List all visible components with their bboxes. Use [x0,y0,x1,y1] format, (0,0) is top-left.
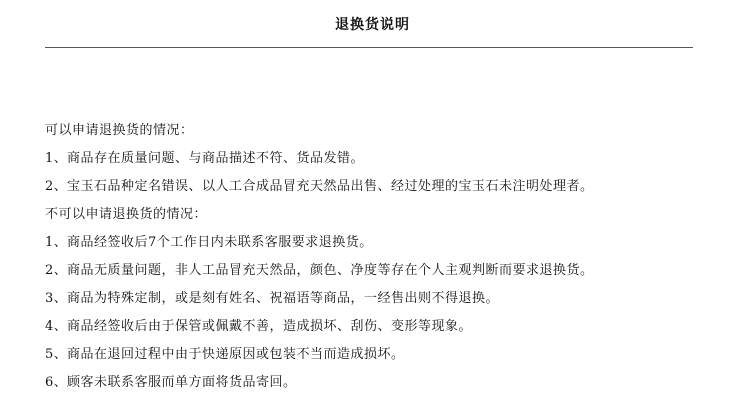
item-number: 1、 [45,151,68,166]
item-number: 2、 [45,179,68,194]
not-allowed-item [45,344,735,372]
policy-content [45,120,735,400]
item-text: 商品无质量问题，非人工品冒充天然品，颜色、净度等存在个人主观判断而要求退换货。 [67,263,594,278]
item-text: 顾客未联系客服而单方面将货品寄回。 [67,375,297,390]
not-allowed-item [45,372,735,400]
title-divider [45,47,693,48]
not-allowed-heading: 不可以申请退换货的情况： [45,207,208,222]
not-allowed-item [45,232,735,260]
item-number: 5、 [45,347,68,362]
not-allowed-item [45,288,735,316]
allowed-item [45,148,735,176]
item-text: 商品经签收后由于保管或佩戴不善，造成损坏、刮伤、变形等现象。 [67,319,473,334]
item-number: 6、 [45,375,68,390]
item-number: 2、 [45,263,68,278]
allowed-item [45,176,735,204]
not-allowed-item [45,316,735,344]
item-text: 商品为特殊定制，或是刻有姓名、祝福语等商品，一经售出则不得退换。 [67,291,500,306]
item-text: 商品在退回过程中由于快递原因或包装不当而造成损坏。 [67,347,405,362]
item-text: 商品存在质量问题、与商品描述不符、货品发错。 [67,151,365,166]
item-number: 1、 [45,235,68,250]
item-text: 商品经签收后7个工作日内未联系客服要求退换货。 [67,235,373,250]
item-number: 4、 [45,319,68,334]
not-allowed-item [45,260,735,288]
item-text: 宝玉石品种定名错误、以人工合成品冒充天然品出售、经过处理的宝玉石未注明处理者。 [67,179,594,194]
item-number: 3、 [45,291,68,306]
page-title: 退换货说明 [335,17,410,33]
allowed-heading: 可以申请退换货的情况： [45,123,194,138]
